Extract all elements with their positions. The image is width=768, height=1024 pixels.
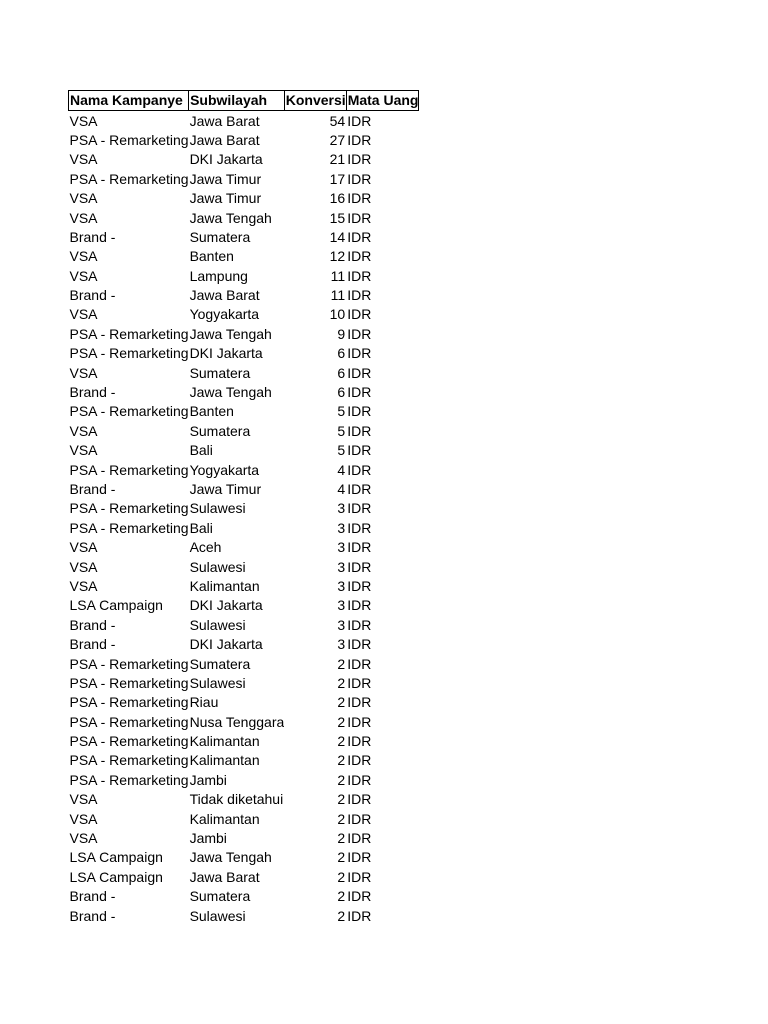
table-row [69,635,419,654]
table-row [69,460,419,479]
cell-conversions[interactable]: 2 [337,907,346,924]
cell-currency[interactable]: IDR [347,267,372,284]
table-row [69,906,419,925]
cell-subregion[interactable]: Banten [189,403,234,420]
cell-subregion[interactable]: Banten [189,248,234,265]
cell-subregion[interactable]: Aceh [189,539,222,556]
cell-conversions[interactable]: 5 [337,442,346,459]
cell-subregion[interactable]: Sulawesi [189,616,246,633]
cell-conversions[interactable]: 2 [337,810,346,827]
cell-campaign-name[interactable]: VSA [69,190,98,207]
cell-conversions[interactable]: 2 [337,655,346,672]
cell-currency[interactable]: IDR [347,868,372,885]
table-row [69,538,419,557]
cell-currency[interactable]: IDR [347,849,372,866]
cell-conversions[interactable]: 12 [329,248,346,265]
table-row [69,247,419,266]
cell-subregion[interactable]: Jawa Tengah [189,384,272,401]
cell-campaign-name[interactable]: LSA Campaign [69,849,163,866]
cell-subregion[interactable]: Kalimantan [189,752,260,769]
cell-subregion[interactable]: Jawa Tengah [189,209,272,226]
cell-subregion[interactable]: Riau [189,694,219,711]
cell-subregion[interactable]: Bali [189,442,213,459]
table-row [69,344,419,363]
cell-subregion[interactable]: Kalimantan [189,733,260,750]
cell-conversions[interactable]: 6 [337,345,346,362]
cell-conversions[interactable]: 4 [337,481,346,497]
spreadsheet-table [68,90,419,926]
table-row [69,305,419,324]
cell-campaign-name[interactable]: VSA [69,364,98,381]
cell-currency[interactable]: IDR [347,190,372,207]
cell-campaign-name[interactable]: PSA - Remarketing [69,694,189,711]
cell-campaign-name[interactable]: VSA [69,151,98,168]
cell-conversions[interactable]: 3 [337,597,346,614]
cell-subregion[interactable]: Jawa Barat [189,287,260,304]
table-row [69,131,419,150]
cell-currency[interactable]: IDR [347,519,372,536]
table-row [69,654,419,673]
cell-campaign-name[interactable]: Brand - [69,384,116,401]
cell-currency[interactable]: IDR [347,733,372,750]
cell-subregion[interactable]: Jawa Barat [189,112,260,129]
table-row [69,383,419,402]
cell-campaign-name[interactable]: PSA - Remarketing [69,170,189,187]
cell-conversions[interactable]: 5 [337,422,346,439]
cell-conversions[interactable]: 2 [337,674,346,691]
cell-campaign-name[interactable]: VSA [69,791,98,808]
cell-conversions[interactable]: 9 [337,325,346,342]
cell-currency[interactable]: IDR [347,112,372,129]
cell-currency[interactable]: IDR [347,558,372,575]
cell-conversions[interactable]: 2 [337,752,346,769]
table-row [69,829,419,848]
cell-campaign-name[interactable]: VSA [69,422,98,439]
cell-currency[interactable]: IDR [347,577,372,594]
cell-subregion[interactable]: DKI Jakarta [189,636,263,653]
cell-subregion[interactable]: Tidak diketahui [189,791,284,808]
cell-campaign-name[interactable]: PSA - Remarketing [69,752,189,769]
cell-currency[interactable]: IDR [347,325,372,342]
cell-subregion[interactable]: Jambi [189,830,227,847]
cell-currency[interactable]: IDR [347,694,372,711]
cell-subregion[interactable]: Sulawesi [189,907,246,924]
table-row [69,616,419,635]
cell-campaign-name[interactable]: VSA [69,830,98,847]
cell-currency[interactable]: IDR [347,616,372,633]
table-row [69,170,419,189]
cell-currency[interactable]: IDR [347,403,372,420]
cell-currency[interactable]: IDR [347,151,372,168]
table-row [69,499,419,518]
table-row [69,887,419,906]
header-row [69,91,419,111]
cell-conversions[interactable]: 2 [337,888,346,905]
cell-subregion[interactable]: Sumatera [189,364,251,381]
cell-conversions[interactable]: 3 [337,558,346,575]
cell-currency[interactable]: IDR [347,830,372,847]
cell-subregion[interactable]: Jawa Timur [189,170,262,187]
cell-subregion[interactable]: DKI Jakarta [189,345,263,362]
cell-campaign-name[interactable]: PSA - Remarketing [69,519,189,536]
cell-campaign-name[interactable]: VSA [69,306,98,323]
cell-currency[interactable]: IDR [347,287,372,304]
cell-conversions[interactable]: 3 [337,500,346,517]
cell-conversions[interactable]: 10 [329,306,346,323]
cell-conversions[interactable]: 21 [329,151,346,168]
cell-subregion[interactable]: Jawa Tengah [189,849,272,866]
cell-subregion[interactable]: Jambi [189,771,227,788]
table-row [69,267,419,286]
cell-conversions[interactable]: 2 [337,830,346,847]
cell-currency[interactable]: IDR [347,364,372,381]
cell-currency[interactable]: IDR [347,791,372,808]
cell-conversions[interactable]: 3 [337,636,346,653]
cell-campaign-name[interactable]: VSA [69,267,98,284]
cell-currency[interactable]: IDR [347,422,372,439]
cell-campaign-name[interactable]: VSA [69,577,98,594]
cell-subregion[interactable]: DKI Jakarta [189,151,263,168]
table-row [69,848,419,867]
cell-currency[interactable]: IDR [347,888,372,905]
table-row [69,751,419,770]
cell-subregion[interactable]: Jawa Timur [189,481,262,497]
table-row [69,111,419,131]
cell-conversions[interactable]: 4 [337,461,346,478]
cell-conversions[interactable]: 2 [337,694,346,711]
cell-currency[interactable]: IDR [347,345,372,362]
cell-campaign-name[interactable]: Brand - [69,228,116,245]
cell-subregion[interactable]: Sumatera [189,655,251,672]
cell-conversions[interactable]: 11 [330,267,346,284]
cell-currency[interactable]: IDR [347,384,372,401]
cell-currency[interactable]: IDR [347,209,372,226]
table-row [69,286,419,305]
cell-subregion[interactable]: Sulawesi [189,558,246,575]
cell-currency[interactable]: IDR [347,170,372,187]
cell-conversions[interactable]: 15 [329,209,346,226]
cell-conversions[interactable]: 3 [337,519,346,536]
cell-campaign-name[interactable]: Brand - [69,616,116,633]
cell-campaign-name[interactable]: VSA [69,539,98,556]
cell-campaign-name[interactable]: VSA [69,558,98,575]
cell-conversions[interactable]: 6 [337,364,346,381]
cell-subregion[interactable]: Bali [189,519,213,536]
cell-conversions[interactable]: 54 [329,112,346,129]
cell-campaign-name[interactable]: VSA [69,248,98,265]
cell-conversions[interactable]: 2 [337,771,346,788]
cell-currency[interactable]: IDR [347,306,372,323]
cell-conversions[interactable]: 2 [337,791,346,808]
cell-campaign-name[interactable]: PSA - Remarketing [69,403,189,420]
table-row [69,693,419,712]
cell-campaign-name[interactable]: Brand - [69,888,116,905]
cell-currency[interactable]: IDR [347,500,372,517]
table-row [69,596,419,615]
table-row [69,713,419,732]
cell-currency[interactable]: IDR [347,442,372,459]
cell-currency[interactable]: IDR [347,810,372,827]
table-row [69,150,419,169]
cell-subregion[interactable]: Sumatera [189,888,251,905]
cell-subregion[interactable]: Sulawesi [189,500,246,517]
cell-campaign-name[interactable]: PSA - Remarketing [69,713,189,730]
cell-campaign-name[interactable]: PSA - Remarketing [69,461,189,478]
header-cell-subregion[interactable]: Subwilayah [189,91,285,111]
cell-conversions[interactable]: 3 [337,577,346,594]
cell-campaign-name[interactable]: PSA - Remarketing [69,345,189,362]
table-row [69,189,419,208]
cell-conversions[interactable]: 2 [337,849,346,866]
cell-subregion[interactable]: Yogyakarta [189,306,260,323]
cell-campaign-name[interactable]: Brand - [69,636,116,653]
cell-campaign-name[interactable]: Brand - [69,481,116,497]
table-row [69,208,419,227]
table-row [69,402,419,421]
cell-conversions[interactable]: 5 [337,403,346,420]
table-row [69,771,419,790]
table-row [69,674,419,693]
cell-subregion[interactable]: Yogyakarta [189,461,260,478]
table-row [69,519,419,538]
cell-campaign-name[interactable]: VSA [69,442,98,459]
cell-campaign-name[interactable]: PSA - Remarketing [69,771,189,788]
cell-currency[interactable]: IDR [347,674,372,691]
cell-subregion[interactable]: Jawa Barat [189,131,260,148]
cell-currency[interactable]: IDR [347,461,372,478]
cell-campaign-name[interactable]: PSA - Remarketing [69,325,189,342]
cell-conversions[interactable]: 2 [337,733,346,750]
cell-conversions[interactable]: 27 [329,131,346,148]
cell-currency[interactable]: IDR [347,481,372,497]
table-row [69,441,419,460]
cell-campaign-name[interactable]: PSA - Remarketing [69,733,189,750]
cell-campaign-name[interactable]: VSA [69,209,98,226]
cell-subregion[interactable]: Kalimantan [189,577,260,594]
table-body [69,111,419,926]
cell-subregion[interactable]: Sumatera [189,228,251,245]
cell-currency[interactable]: IDR [347,636,372,653]
cell-subregion[interactable]: Jawa Tengah [189,325,272,342]
cell-subregion[interactable]: Nusa Tenggara [189,713,285,730]
cell-campaign-name[interactable]: PSA - Remarketing [69,655,189,672]
table-row [69,577,419,596]
cell-conversions[interactable]: 3 [337,616,346,633]
table-row [69,422,419,441]
cell-campaign-name[interactable]: VSA [69,112,98,129]
table-row [69,480,419,499]
table-row [69,557,419,576]
table-row [69,809,419,828]
cell-conversions[interactable]: 11 [330,287,346,304]
header-cell-campaign-name[interactable]: Nama Kampanye [69,91,189,111]
cell-conversions[interactable]: 17 [329,170,346,187]
cell-campaign-name[interactable]: VSA [69,810,98,827]
cell-subregion[interactable]: Sulawesi [189,674,246,691]
table-row [69,790,419,809]
table-row [69,868,419,887]
cell-currency[interactable]: IDR [347,539,372,556]
table-row [69,732,419,751]
cell-currency[interactable]: IDR [347,907,372,924]
cell-conversions[interactable]: 2 [337,713,346,730]
header-cell-currency[interactable]: Mata Uang [346,91,419,111]
cell-campaign-name[interactable]: LSA Campaign [69,868,163,885]
cell-campaign-name[interactable]: LSA Campaign [69,597,163,614]
cell-conversions[interactable]: 3 [337,539,346,556]
cell-subregion[interactable]: Jawa Barat [189,868,260,885]
cell-subregion[interactable]: Lampung [189,267,248,284]
cell-subregion[interactable]: Sumatera [189,422,251,439]
cell-conversions[interactable]: 16 [329,190,346,207]
table-row [69,363,419,382]
cell-currency[interactable]: IDR [347,597,372,614]
cell-currency[interactable]: IDR [347,131,372,148]
cell-campaign-name[interactable]: Brand - [69,287,116,304]
cell-currency[interactable]: IDR [347,771,372,788]
cell-conversions[interactable]: 14 [329,228,346,245]
cell-campaign-name[interactable]: PSA - Remarketing [69,131,189,148]
cell-currency[interactable]: IDR [347,752,372,769]
cell-subregion[interactable]: DKI Jakarta [189,597,263,614]
cell-campaign-name[interactable]: Brand - [69,907,116,924]
cell-currency[interactable]: IDR [347,655,372,672]
cell-currency[interactable]: IDR [347,228,372,245]
table-row [69,325,419,344]
cell-subregion[interactable]: Kalimantan [189,810,260,827]
cell-currency[interactable]: IDR [347,248,372,265]
cell-campaign-name[interactable]: PSA - Remarketing [69,500,189,517]
cell-conversions[interactable]: 2 [337,868,346,885]
header-cell-conversions[interactable]: Konversi [284,91,346,111]
cell-campaign-name[interactable]: PSA - Remarketing [69,674,189,691]
table-row [69,228,419,247]
cell-conversions[interactable]: 6 [337,384,346,401]
cell-currency[interactable]: IDR [347,713,372,730]
cell-subregion[interactable]: Jawa Timur [189,190,262,207]
